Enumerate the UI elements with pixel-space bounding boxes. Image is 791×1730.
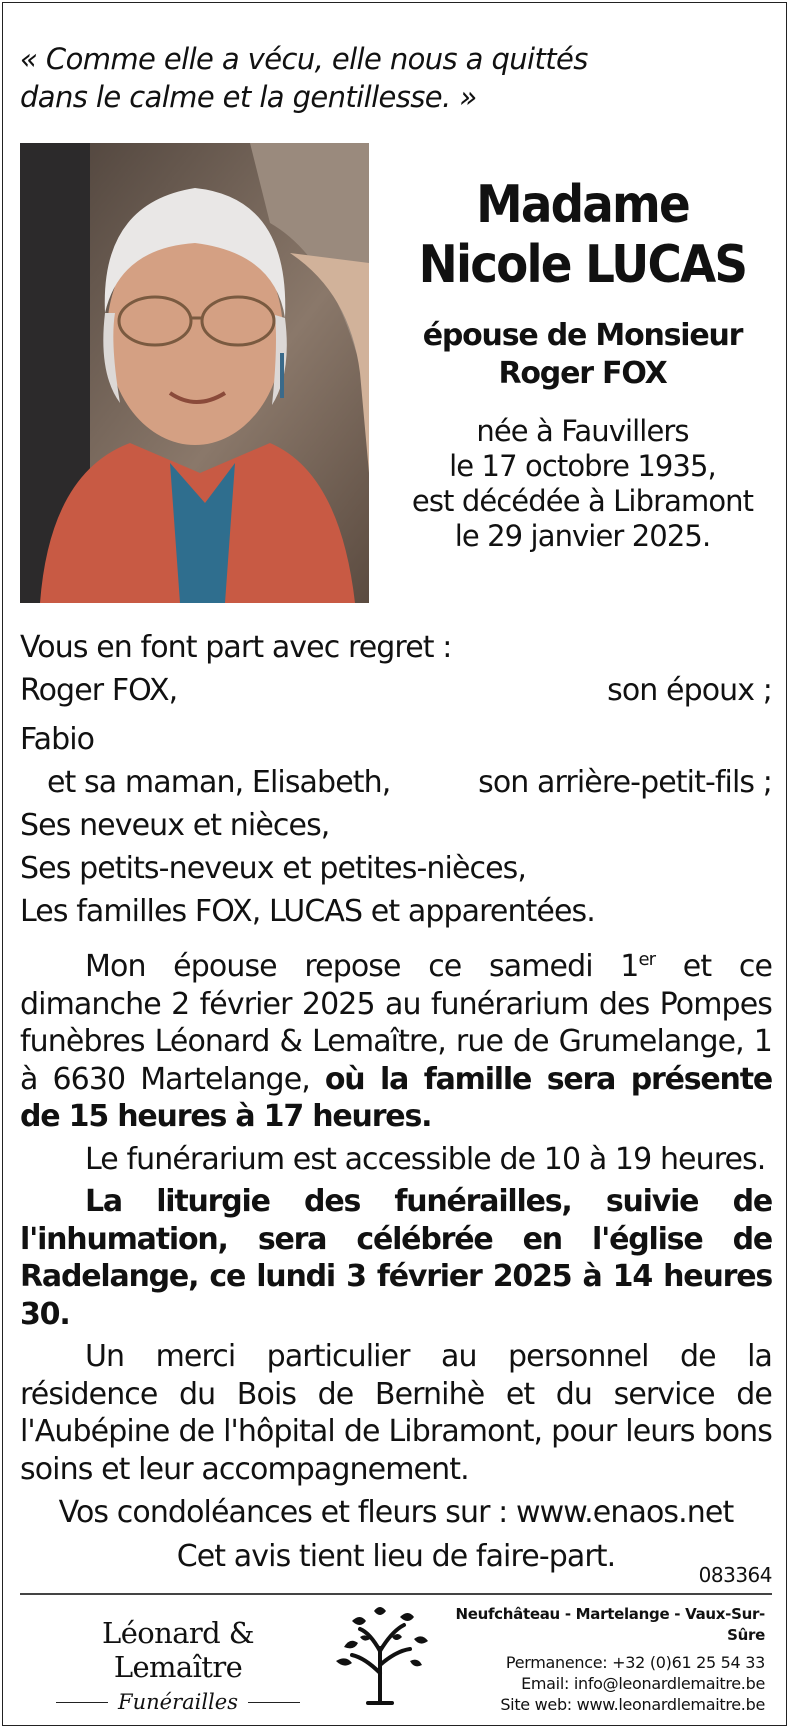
quote-line: « Comme elle a vécu, elle nous a quittés <box>20 42 588 76</box>
phone-line: Permanence: +32 (0)61 25 54 33 <box>505 1653 765 1672</box>
birth-date: le 17 octobre 1935, <box>449 449 716 483</box>
repose-text: et ce dimanche 2 février 2025 au funérarium des Pompes funèbres Léonard & Lemaître, rue de Grumelange, 1 à 6630 Martelange, <box>20 949 773 1097</box>
deceased-name: Nicole LUCAS <box>418 235 747 295</box>
ordinal-suffix: er <box>638 949 656 970</box>
deceased-identity <box>385 175 780 554</box>
faire-part-line: Cet avis tient lieu de faire-part. <box>176 1538 616 1574</box>
notice-body <box>20 948 772 1575</box>
condolences-line: Vos condoléances et fleurs sur : www.enaos.net <box>58 1495 734 1530</box>
family-other: Ses neveux et nièces, <box>20 808 330 843</box>
repose-text: Mon épouse repose ce samedi 1 <box>85 949 639 984</box>
honorific: Madame <box>476 175 689 235</box>
spouse-line: épouse de Monsieur <box>422 318 743 353</box>
repose-paragraph <box>20 948 772 1136</box>
spouse-name: Roger FOX <box>498 356 667 391</box>
email-line: Email: info@leonardlemaitre.be <box>521 1674 765 1693</box>
liturgy-text: La liturgie des funérailles, suivie de l'inhumation, sera célébrée en l'église de Radelange, ce lundi 3 février 2025 à 14 heures 30. <box>20 1184 772 1332</box>
death-place: est décédée à Libramont <box>411 484 754 518</box>
thanks-paragraph: Un merci particulier au personnel de la résidence du Bois de Bernihè et du service de l'Aubépine de l'hôpital de Libramont, pour leurs bons soins et leur accompagnement. <box>20 1339 772 1487</box>
family-member-row <box>20 720 772 763</box>
locations: Neufchâteau - Martelange - Vaux-Sur-Sûre <box>455 1605 765 1644</box>
funeral-home-contact <box>425 1604 765 1715</box>
family-intro: Vous en font part avec regret : <box>20 630 452 665</box>
family-member-relation: son arrière-petit-fils ; <box>478 765 772 800</box>
family-member-name: Roger FOX, <box>20 673 178 708</box>
footer-divider <box>20 1593 772 1595</box>
subtitle-rule <box>248 1702 300 1703</box>
epitaph-quote <box>20 40 760 116</box>
funeral-home-subtitle: Funérailles <box>118 1690 238 1714</box>
family-member-row <box>20 763 772 806</box>
family-other: Ses petits-neveux et petites-nièces, <box>20 851 527 886</box>
life-dates <box>385 414 780 554</box>
death-date: le 29 janvier 2025. <box>454 519 711 553</box>
spouse-info <box>385 317 780 393</box>
website-line: Site web: www.leonardlemaitre.be <box>500 1695 765 1714</box>
funeral-home-name: Léonard & Lemaître <box>102 1616 254 1684</box>
family-list <box>20 628 772 935</box>
portrait-photo <box>20 143 369 603</box>
family-member-relation: son époux ; <box>607 673 772 708</box>
portrait-illustration <box>20 143 369 603</box>
quote-line: dans le calme et la gentillesse. » <box>20 80 477 114</box>
family-member-name: Fabio <box>20 722 95 757</box>
family-member-row <box>20 671 772 714</box>
subtitle-rule <box>56 1702 108 1703</box>
family-member-name: et sa maman, Elisabeth, <box>47 765 391 800</box>
funeral-home-brand <box>36 1616 320 1714</box>
notice-reference: 083364 <box>698 1563 772 1587</box>
tree-icon <box>330 1603 434 1707</box>
family-other: Les familles FOX, LUCAS et apparentées. <box>20 894 595 929</box>
family-presence: où la famille sera présente de 15 heures à 17 heures. <box>20 1061 772 1134</box>
funerarium-hours: Le funérarium est accessible de 10 à 19 heures. <box>85 1141 766 1177</box>
birth-place: née à Fauvillers <box>476 414 689 448</box>
liturgy-paragraph <box>20 1183 772 1333</box>
funeral-home-subtitle-row <box>36 1690 320 1714</box>
